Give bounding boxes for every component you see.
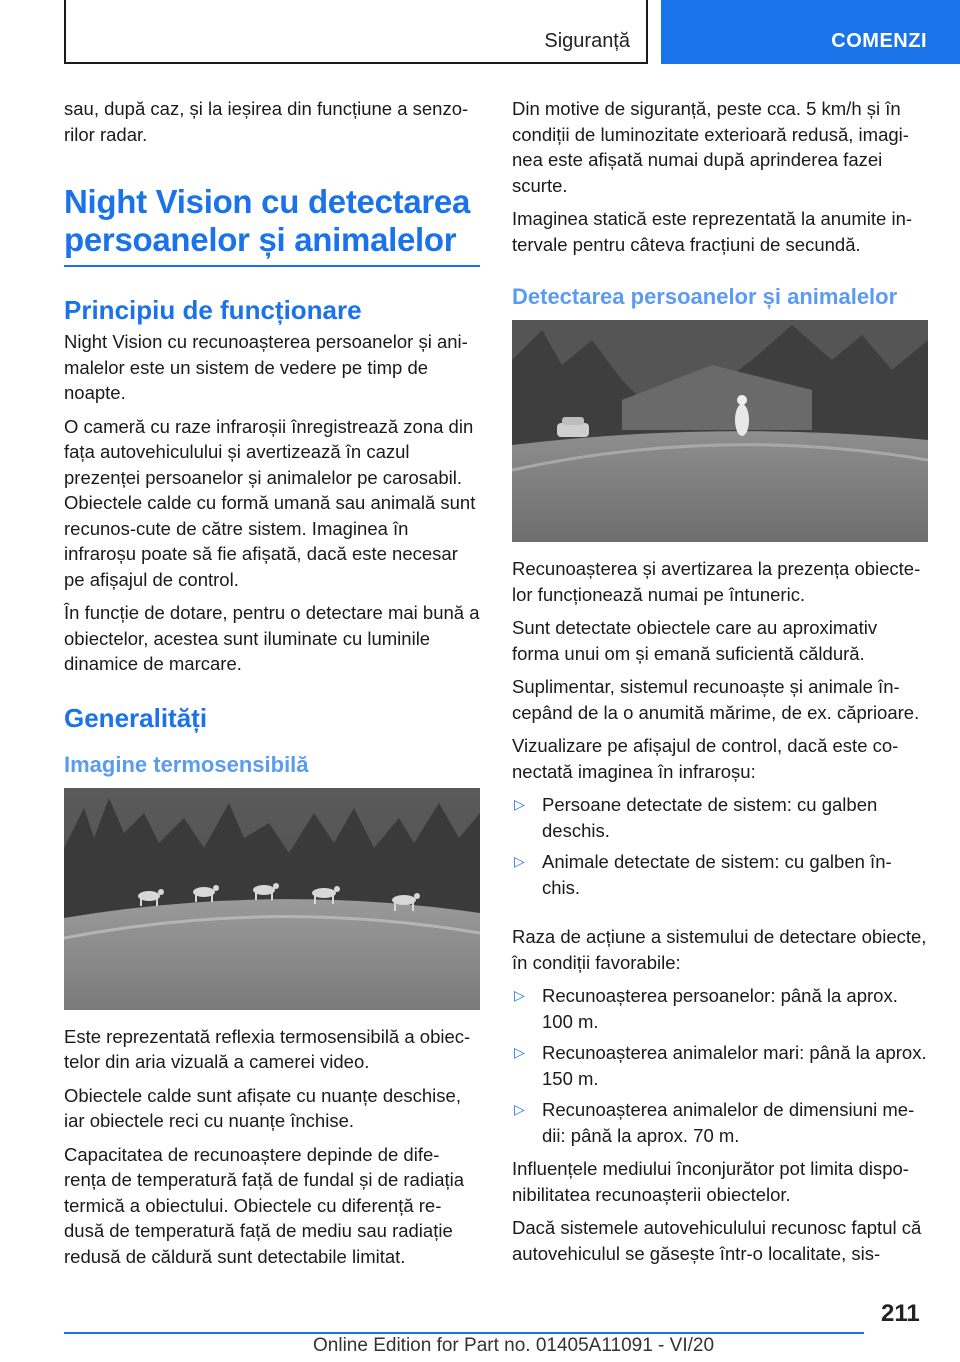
header-tab-comenzi[interactable] xyxy=(661,0,960,64)
general-heading: Generalități xyxy=(64,702,208,733)
list-item: ▷ Recunoașterea animalelor de dimensiuni me-dii: până la aprox. 70 m. xyxy=(514,1099,915,1146)
principle-heading: Principiu de funcționare xyxy=(64,295,362,325)
triangle-bullet-icon: ▷ xyxy=(514,1044,525,1060)
paragraph: În funcție de dotare, pentru o detectare mai bună a obiectelor, acestea sunt iluminate cu luminile dinamice de marcare. xyxy=(64,602,480,674)
left-column xyxy=(64,96,480,1277)
list-item: ▷ Persoane detectate de sistem: cu galben deschis. xyxy=(514,794,878,841)
header-section-box xyxy=(64,0,648,64)
page-number: 211 xyxy=(881,1300,920,1327)
header-tab-label: COMENZI xyxy=(831,30,927,52)
paragraph: Recunoașterea și avertizarea la prezența obiecte-lor funcționează numai pe întuneric. xyxy=(512,558,921,605)
paragraph: Dacă sistemele autovehiculului recunosc faptul că autovehiculul se găsește într-o localitate, sis- xyxy=(512,1217,922,1264)
header-section-title: Siguranță xyxy=(544,30,630,52)
list-item: ▷ Recunoașterea animalelor mari: până la aprox. 150 m. xyxy=(514,1042,927,1089)
paragraph: Capacitatea de recunoaștere depinde de dife-rența de temperatură față de fundal și de radiația termică a obiectului. Obiectele cu diferență re-dusă de temperatură față de mediu sau radiație redusă de căldură sunt detectabile limitat. xyxy=(64,1143,465,1267)
paragraph: Este reprezentată reflexia termosensibilă a obiec-telor din aria vizuală a camerei video. xyxy=(64,1025,471,1072)
detection-color-list xyxy=(512,792,928,900)
paragraph: Imaginea statică este reprezentată la anumite in-tervale pentru câteva fracțiuni de secundă. xyxy=(512,208,913,255)
paragraph: Din motive de siguranță, peste cca. 5 km/h și în condiții de luminozitate exterioară redusă, imagi-nea este afișată numai după aprinderea fazei scurte. xyxy=(512,98,909,196)
intro-paragraph: sau, după caz, și la ieșirea din funcțiune a senzo-rilor radar. xyxy=(64,98,469,145)
triangle-bullet-icon: ▷ xyxy=(514,987,525,1003)
paragraph: Influențele mediului înconjurător pot limita dispo-nibilitatea recunoașterii obiectelor. xyxy=(512,1158,909,1205)
paragraph: Night Vision cu recunoașterea persoanelor și ani-malelor este un sistem de vedere pe timp de noapte. xyxy=(64,331,468,403)
paragraph: Raza de acțiune a sistemului de detectare obiecte, în condiții favorabile: xyxy=(512,926,927,973)
paragraph: O cameră cu raze infraroșii înregistrează zona din fața autovehiculului și avertizează în cazul prezenței persoanelor și animalelor pe carosabil. Obiectele calde cu formă umană sau animală sunt recunos-cute de către sistem. Imaginea în infraroșu poate să fie afișată, dacă este necesar pe afișajul de control. xyxy=(64,415,476,590)
triangle-bullet-icon: ▷ xyxy=(514,796,525,812)
triangle-bullet-icon: ▷ xyxy=(514,853,525,869)
thermal-heading: Imagine termosensibilă xyxy=(64,751,309,777)
triangle-bullet-icon: ▷ xyxy=(514,1101,525,1117)
list-item: ▷ Animale detectate de sistem: cu galben în-chis. xyxy=(514,851,892,898)
paragraph: Suplimentar, sistemul recunoaște și animale în-cepând de la o anumită mărime, de ex. căprioare. xyxy=(512,676,920,723)
right-column xyxy=(512,96,928,1274)
detection-heading: Detectarea persoanelor și animalelor xyxy=(512,284,898,309)
list-item: ▷ Recunoașterea persoanelor: până la aprox. 100 m. xyxy=(514,985,898,1032)
range-list xyxy=(512,983,928,1148)
footer-edition: Online Edition for Part no. 01405A11091 - VI/20 xyxy=(313,1335,715,1356)
paragraph: Obiectele calde sunt afișate cu nuanțe deschise, iar obiectele reci cu nuanțe închise. xyxy=(64,1084,461,1131)
page-title: Night Vision cu detectarea persoanelor și animalelor xyxy=(64,183,480,267)
paragraph: Sunt detectate obiectele care au aproximativ forma unui om și emană suficientă căldură. xyxy=(512,617,878,664)
footer-divider xyxy=(64,1332,864,1334)
paragraph: Vizualizare pe afișajul de control, dacă este co-nectată imaginea în infraroșu: xyxy=(512,735,899,782)
thermal-image-animals xyxy=(64,788,480,1010)
thermal-image-pedestrian xyxy=(512,320,928,542)
